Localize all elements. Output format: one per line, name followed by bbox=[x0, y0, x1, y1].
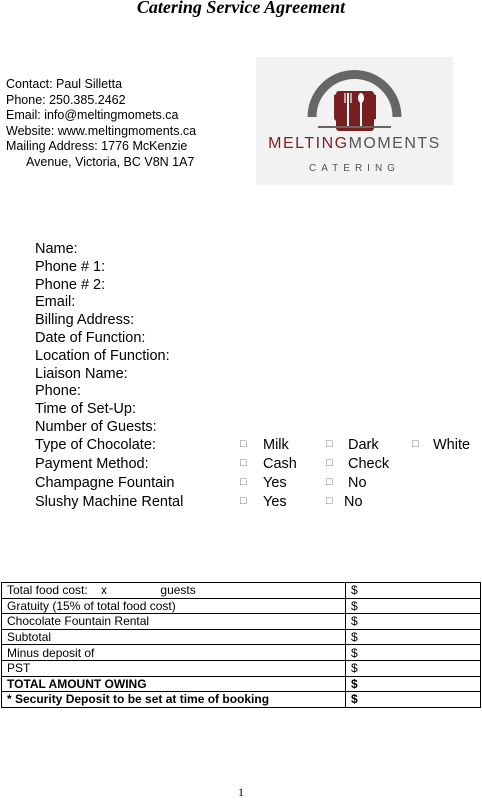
logo-word-moments: MOMENTS bbox=[348, 135, 441, 152]
row-amount-security-deposit: $ bbox=[346, 692, 481, 708]
table-row bbox=[2, 660, 481, 676]
row-label-deposit: Minus deposit of bbox=[2, 645, 346, 661]
milk-option-label: Milk bbox=[263, 437, 289, 453]
check-option-label: Check bbox=[348, 456, 390, 472]
cash-option-label: Cash bbox=[263, 456, 297, 472]
field-date-label: Date of Function: bbox=[35, 329, 146, 346]
field-liaison-name-label: Liaison Name: bbox=[35, 365, 128, 382]
row-label-food-cost: Total food cost: x guests bbox=[2, 583, 346, 599]
table-row bbox=[2, 692, 481, 708]
table-row bbox=[2, 614, 481, 630]
contact-address-line2: Avenue, Victoria, BC V8N 1A7 bbox=[26, 154, 195, 169]
field-setup-time-label: Time of Set-Up: bbox=[35, 401, 136, 418]
row-amount-fountain-rental: $ bbox=[346, 614, 481, 630]
cash-checkbox[interactable]: □ bbox=[240, 457, 247, 469]
contact-website: Website: www.meltingmoments.ca bbox=[6, 123, 197, 138]
melting-moments-logo bbox=[256, 57, 453, 185]
logo-subtitle: CATERING bbox=[309, 163, 400, 174]
slushy-machine-label: Slushy Machine Rental bbox=[35, 494, 184, 510]
slushy-yes-checkbox[interactable]: □ bbox=[240, 495, 247, 507]
table-row bbox=[2, 676, 481, 692]
contact-name: Contact: Paul Silletta bbox=[6, 77, 123, 91]
chocolate-type-label: Type of Chocolate: bbox=[35, 437, 156, 453]
row-amount-subtotal: $ bbox=[346, 629, 481, 645]
fountain-yes-checkbox[interactable]: □ bbox=[240, 476, 247, 488]
table-row bbox=[2, 583, 481, 599]
row-label-fountain-rental: Chocolate Fountain Rental bbox=[2, 614, 346, 630]
field-email-label: Email: bbox=[35, 294, 76, 311]
contact-address-line1: Mailing Address: 1776 McKenzie bbox=[6, 139, 188, 153]
slushy-no-label: No bbox=[344, 494, 363, 510]
document-title: Catering Service Agreement bbox=[136, 0, 346, 17]
field-liaison-phone-label: Phone: bbox=[35, 383, 81, 400]
fountain-no-label: No bbox=[348, 475, 367, 491]
cost-summary-table bbox=[1, 582, 481, 708]
champagne-fountain-label: Champagne Fountain bbox=[35, 475, 175, 491]
client-fields bbox=[35, 241, 170, 437]
white-option-label: White bbox=[433, 437, 471, 453]
field-phone1-label: Phone # 1: bbox=[35, 258, 106, 275]
row-label-total-owing: TOTAL AMOUNT OWING bbox=[2, 676, 346, 692]
contact-phone: Phone: 250.385.2462 bbox=[6, 92, 126, 107]
dark-checkbox[interactable]: □ bbox=[326, 438, 333, 450]
logo-word-melting: MELTING bbox=[268, 135, 349, 152]
contact-email: Email: info@meltingmomets.ca bbox=[6, 108, 179, 122]
row-label-subtotal: Subtotal bbox=[2, 629, 346, 645]
white-checkbox[interactable]: □ bbox=[412, 438, 419, 450]
table-row bbox=[2, 629, 481, 645]
row-amount-food-cost: $ bbox=[346, 583, 481, 599]
row-label-security-deposit: * Security Deposit to be set at time of booking bbox=[2, 692, 346, 708]
page-number: 1 bbox=[238, 785, 244, 799]
contact-block bbox=[6, 77, 196, 170]
row-label-gratuity: Gratuity (15% of total food cost) bbox=[2, 598, 346, 614]
table-row bbox=[2, 598, 481, 614]
slushy-no-checkbox[interactable]: □ bbox=[326, 495, 333, 507]
table-row bbox=[2, 645, 481, 661]
payment-method-label: Payment Method: bbox=[35, 456, 149, 472]
logo-wordmark bbox=[256, 135, 453, 153]
row-amount-deposit: $ bbox=[346, 645, 481, 661]
field-guests-label: Number of Guests: bbox=[35, 418, 157, 435]
field-location-label: Location of Function: bbox=[35, 347, 170, 364]
milk-checkbox[interactable]: □ bbox=[240, 438, 247, 450]
row-amount-gratuity: $ bbox=[346, 598, 481, 614]
field-name-label: Name: bbox=[35, 241, 78, 257]
field-billing-address-label: Billing Address: bbox=[35, 312, 135, 329]
fountain-no-checkbox[interactable]: □ bbox=[326, 476, 333, 488]
row-amount-total-owing: $ bbox=[346, 676, 481, 692]
check-checkbox[interactable]: □ bbox=[326, 457, 333, 469]
row-label-pst: PST bbox=[2, 660, 346, 676]
fountain-yes-label: Yes bbox=[263, 475, 287, 491]
field-phone2-label: Phone # 2: bbox=[35, 276, 106, 293]
row-amount-pst: $ bbox=[346, 660, 481, 676]
dark-option-label: Dark bbox=[348, 437, 379, 453]
slushy-yes-label: Yes bbox=[263, 494, 287, 510]
